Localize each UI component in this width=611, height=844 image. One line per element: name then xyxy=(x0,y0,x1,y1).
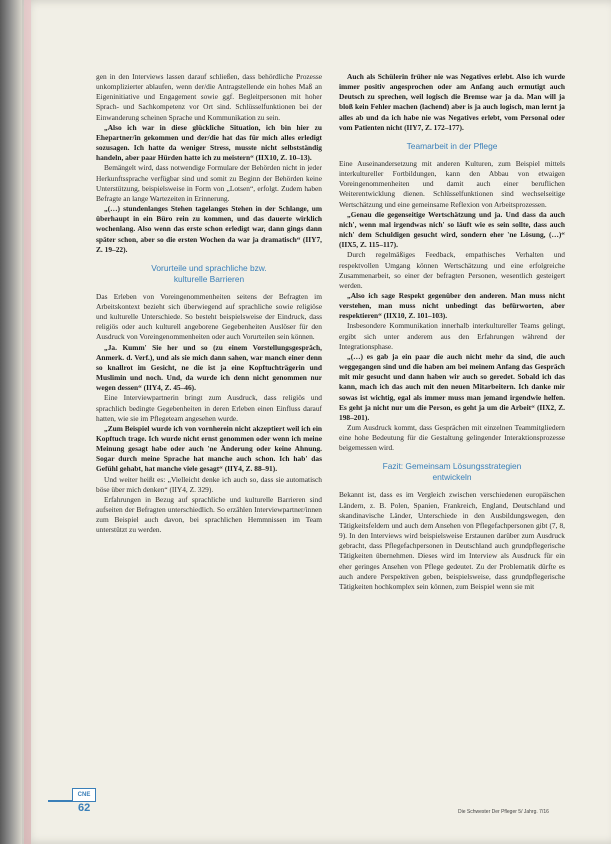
body-paragraph: gen in den Interviews lassen darauf schließen, dass behördliche Prozesse unkomplizierter ablaufen, wenn der/die Antragstellende ein hohes Maß an Eigeninitiative und Engagement sowie ggf. Begleitpersonen mit hoher Sprach- und Sachkompetenz vor Ort sind. Schlüsselfunktionen bei der Einwanderung scheinen Sprache und Kommunikation zu sein. xyxy=(96,72,322,122)
section-heading xyxy=(339,461,565,483)
interview-quote: „Also ich sage Respekt gegenüber den anderen. Man muss nicht verstehen, man muss nicht unbedingt das befürworten, aber respektieren“ (IIX10, Z. 101–103). xyxy=(339,290,565,321)
section-heading xyxy=(96,263,322,285)
section-heading-line: entwickeln xyxy=(432,472,472,483)
interview-quote: „Ja. Kumm' Sie her und so (zu einem Vorstellungsgespräch, Anmerk. d. Verf.), und als sie mich dann sahen, war manch einer denn so knallrot im Gesicht, ne die ist ja eine Kopftuchträgerin und Muslimin und noch. Und, da wurde ich denn nicht genommen nur wegen dessen“ (IIY4, Z. 45–46). xyxy=(96,342,322,393)
interview-quote: Auch als Schülerin früher nie was Negatives erlebt. Also ich wurde immer positiv angesprochen oder am Anfang auch ermutigt auch Deutsch zu sprechen, weil logisch die Bremse war ja da. Man will ja bloß kein Fehler machen (lachend) aber is ja auch logisch, man lernt ja alles ab und da ich habe nie was Negatives erlebt, vom Personal oder vom Patienten nicht (IIY7, Z. 172–177). xyxy=(339,72,565,132)
interview-quote: „Also ich war in diese glückliche Situation, ich bin hier zu Ehepartner/in gekommen und der/die hat das für mich alles erledigt sozusagen. Ich hatte da weniger Stress, musste nicht selbstständig handeln, aber paar Hürden hatte ich zu meistern“ (IIX10, Z. 10–13). xyxy=(96,122,322,163)
section-heading-line: Vorurteile und sprachliche bzw. xyxy=(151,262,267,273)
interview-quote: „Genau die gegenseitige Wertschätzung und ja. Und dass da auch nich', wenn mal irgendwas nich' so läuft wie es sein sollte, dass auch nich' dem Schuldigen gesucht wird, sondern eher 'ne Lösung, (…)“ (IIX5, Z. 115–117). xyxy=(339,209,565,250)
body-paragraph: Und weiter heißt es: „Vielleicht denke ich auch so, dass sie automatisch böse über mich denken“ (IIY4, Z. 329). xyxy=(96,474,322,494)
left-column xyxy=(96,72,322,536)
body-paragraph: Durch regelmäßiges Feedback, empathisches Verhalten und respektvollen Umgang können Wertschätzung und eine erfolgreiche Zusammenarbeit, so einer der befragten Personen, wesentlich gesteigert werden. xyxy=(339,250,565,290)
journal-footer: Die Schwester Der Pfleger 5/ Jahrg. 7/16 xyxy=(458,809,549,815)
page-edge-shadow xyxy=(0,0,22,844)
section-heading-line: Fazit: Gemeinsam Lösungsstrategien xyxy=(382,461,522,472)
page-margin-edge xyxy=(24,0,31,844)
body-paragraph: Bekannt ist, dass es im Vergleich zwischen verschiedenen europäischen Ländern, z. B. Polen, Spanien, Frankreich, England, Deutschland und skandinavische Länder, Unterschiede in den Ausbildungswegen, den Tätigkeitsfeldern und auch dem Ansehen von Pflegefachpersonen gibt (7, 8, 9). In den Interviews wird beispielsweise Erstaunen darüber zum Ausdruck gebracht, dass Pflegefachpersonen in Deutschland auch grundpflegerische Tätigkeiten übernehmen. Dieses wird im Interview als Ausdruck für ein eher geringes Ansehen von Pflege gedeutet. Zu der Problematik dürfte es auch andere Perspektiven geben, beispielsweise, dass grundpflegerische Tätigkeiten hochkomplex sein können, zum Beispiel wenn sie mit xyxy=(339,490,565,591)
right-column xyxy=(339,72,565,592)
body-paragraph: Eine Interviewpartnerin bringt zum Ausdruck, dass religiös und sprachlich bedingte Gegebenheiten in deren Erleben einen Einfluss darauf hatten, wie sie im Pflegeteam angesehen wurde. xyxy=(96,393,322,423)
body-paragraph: Bemängelt wird, dass notwendige Formulare der Behörden nicht in jeder Herkunftssprache verfügbar sind und somit zu Beginn der Behörden keine Unterstützung, beispielsweise in Form von „Lotsen“, erfolgt. Zudem haben Befragte an lange Wartezeiten in Erinnerung. xyxy=(96,163,322,203)
body-paragraph: Zum Ausdruck kommt, dass Gesprächen mit einzelnen Teammitgliedern eine hohe Bedeutung für die Gestaltung gelingender Interaktionsprozesse beigemessen wird. xyxy=(339,423,565,453)
interview-quote: „(…) stundenlanges Stehen tagelanges Stehen in der Schlange, um überhaupt in ein Büro rein zu kommen, und das dauerte wirklich wochenlang. Also wenn das erste schon erledigt war, dann gings dann später schon, aber so die ersten Wochen da war ja dramatisch“ (IIY7, Z. 19–22). xyxy=(96,204,322,254)
cne-logo xyxy=(72,788,96,802)
body-paragraph: Insbesondere Kommunikation innerhalb interkultureller Teams gelingt, ergibt sich unter anderem aus den Erfahrungen während der Integrationsphase. xyxy=(339,321,565,351)
interview-quote: „(…) es gab ja ein paar die auch nicht mehr da sind, die auch weggegangen sind und die haben am bei meinem Anfang das Gespräch mit mir gesucht und dann haben wir auch so geredet. Sobald ich das kann, mach ich das auch mit den neuen Mitarbeitern. Ich danke mir sowas ist wichtig, egal als immer muss man jemand irgendwie helfen. Es geht ja nicht nur um die Person, es geht ja um die Arbeit“ (IIX2, Z. 198–201). xyxy=(339,351,565,422)
body-paragraph: Eine Auseinandersetzung mit anderen Kulturen, zum Beispiel mittels interkultureller Fortbildungen, kann den Abbau von etwaigen Voreingenommenheiten und damit auch einer beruflichen Weiterentwicklung dienen. Schlüsselfunktionen sind wechselseitige Wertschätzung und eine gemeinsame Reflexion von Arbeitsprozessen. xyxy=(339,158,565,209)
section-heading: Teamarbeit in der Pflege xyxy=(406,140,498,151)
body-paragraph: Das Erleben von Voreingenommenheiten seitens der Befragten im Arbeitskontext bezieht sich überwiegend auf sprachliche sowie religiöse und kulturelle Unterschiede. So besteht beispielsweise der Eindruck, dass religiös oder auch kulturell angeborene Gegebenheiten Auslöser für den Ausdruck von Voreingenommenheiten oder auch Vorurteilen sein können. xyxy=(96,291,322,342)
section-heading-line: kulturelle Barrieren xyxy=(173,273,245,284)
page-number: 62 xyxy=(78,802,91,814)
cne-logo-text: CNE xyxy=(77,792,91,798)
body-paragraph: Erfahrungen in Bezug auf sprachliche und kulturelle Barrieren sind aufseiten der Befragten unterschiedlich. So erzählen Interviewpartner/innen zum Beispiel auch davon, bei sprachlichen Hemmnissen im Team unterstützt zu werden. xyxy=(96,494,322,535)
interview-quote: „Zum Beispiel wurde ich von vornherein nicht akzeptiert weil ich ein Kopftuch trage. Ich wurde nicht ernst genommen oder wenn ich meine Meinung gesagt habe oder auch 'ne Änderung oder keine Ahnung. Sogar durch meine Sprache hat manche auch schon. Ich hab' das Gefühl gehabt, hat manche viele gesagt“ (IIY4, Z. 88–91). xyxy=(96,423,322,474)
